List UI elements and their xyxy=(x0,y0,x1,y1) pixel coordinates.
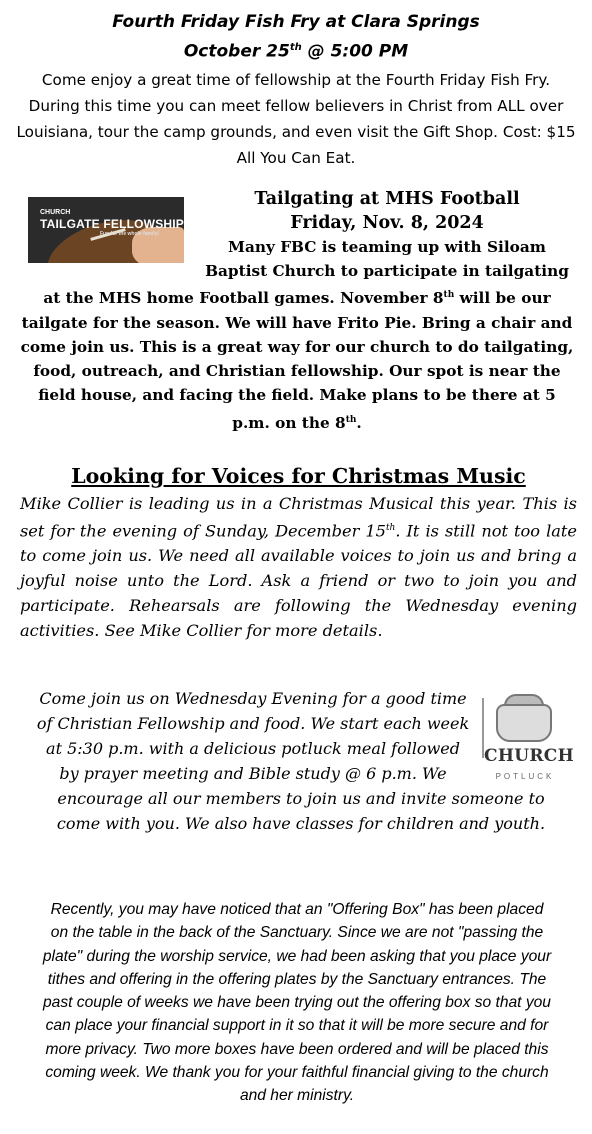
tailgate-section xyxy=(18,187,576,435)
offering-box-section xyxy=(40,898,554,1108)
fish-fry-time: @ 5:00 PM xyxy=(301,41,409,62)
tailgate-body-suffix1: th xyxy=(443,290,455,301)
voices-body-part2: . It is still not too late to come join us. We need all available voices to join us and bring a joyful noise unto the Lord. Ask a friend or two to join you and participate. Rehearsals are following the Wednesday evening activities. See Mike Collier for more details. xyxy=(20,521,577,641)
potluck-image-potluck: POTLUCK xyxy=(495,772,555,781)
tailgate-body xyxy=(18,235,576,435)
fish-fry-date-suffix: th xyxy=(289,42,302,53)
christmas-voices-section xyxy=(20,462,577,643)
tailgate-title: Tailgating at MHS Football xyxy=(254,189,520,209)
potluck-image-church: CHURCH xyxy=(484,746,574,766)
voices-body-suffix: th xyxy=(385,523,396,533)
image-label-tailgate: TAILGATE FELLOWSHIP xyxy=(40,217,184,231)
wednesday-section xyxy=(34,686,574,836)
fish-fry-section xyxy=(14,10,578,171)
tailgate-body-part3: . xyxy=(356,413,362,432)
tailgate-body-suffix2: th xyxy=(345,414,357,425)
voices-title: Looking for Voices for Christmas Music xyxy=(71,464,526,488)
offering-body: Recently, you may have noticed that an "Offering Box" has been placed on the table in the back of the Sanctuary. Since we are not "passing the plate" during the worship service, we had been asking that you place your tithes and offering in the offering plates by the Sanctuary entrances. The past couple of weeks we have been trying out the offering box so that you can place your financial support in it so that it will be more secure and for more privacy. Two more boxes have been ordered and will be placed this coming week. We thank you for your faithful financial giving to the church and her ministry. xyxy=(42,901,552,1105)
casserole-dish-icon xyxy=(496,704,552,742)
fish-fry-date xyxy=(14,35,578,65)
tailgate-date: Friday, Nov. 8, 2024 xyxy=(290,213,484,233)
church-potluck-image xyxy=(482,688,574,784)
tailgate-body-part1: Many FBC is teaming up with Siloam Baptist Church to participate in tailgating at the MHS home Football games. November 8 xyxy=(43,238,569,308)
wednesday-body: Come join us on Wednesday Evening for a good time of Christian Fellowship and food. We start each week at 5:30 p.m. with a delicious potluck meal followed by prayer meeting and Bible study @ 6 p.m. We encourage all our members to join us and invite someone to come with you. We also have classes for children and youth. xyxy=(36,689,546,833)
image-label-church: CHURCH xyxy=(40,209,71,216)
fish-fry-title: Fourth Friday Fish Fry at Clara Springs xyxy=(112,12,480,32)
fish-fry-date-text: October 25 xyxy=(183,41,290,62)
fish-fry-body: Come enjoy a great time of fellowship at the Fourth Friday Fish Fry. During this time you can meet fellow believers in Christ from ALL over Louisiana, tour the camp grounds, and even visit the Gift Shop. Cost: $15 All You Can Eat. xyxy=(16,70,576,167)
tailgate-body-part2: will be our tailgate for the season. We will have Frito Pie. Bring a chair and come join us. This is a great way for our church to do tailgating, food, outreach, and Christian fellowship. Our spot is near the field house, and facing the field. Make plans to be there at 5 p.m. on the 8 xyxy=(20,289,574,432)
voices-body xyxy=(20,491,577,643)
tailgate-fellowship-image xyxy=(28,197,184,263)
voices-body-part1: Mike Collier is leading us in a Christmas Musical this year. This is set for the evening of Sunday, December 15 xyxy=(20,494,577,541)
image-label-tagline: Fun for the whole family! xyxy=(100,231,160,237)
